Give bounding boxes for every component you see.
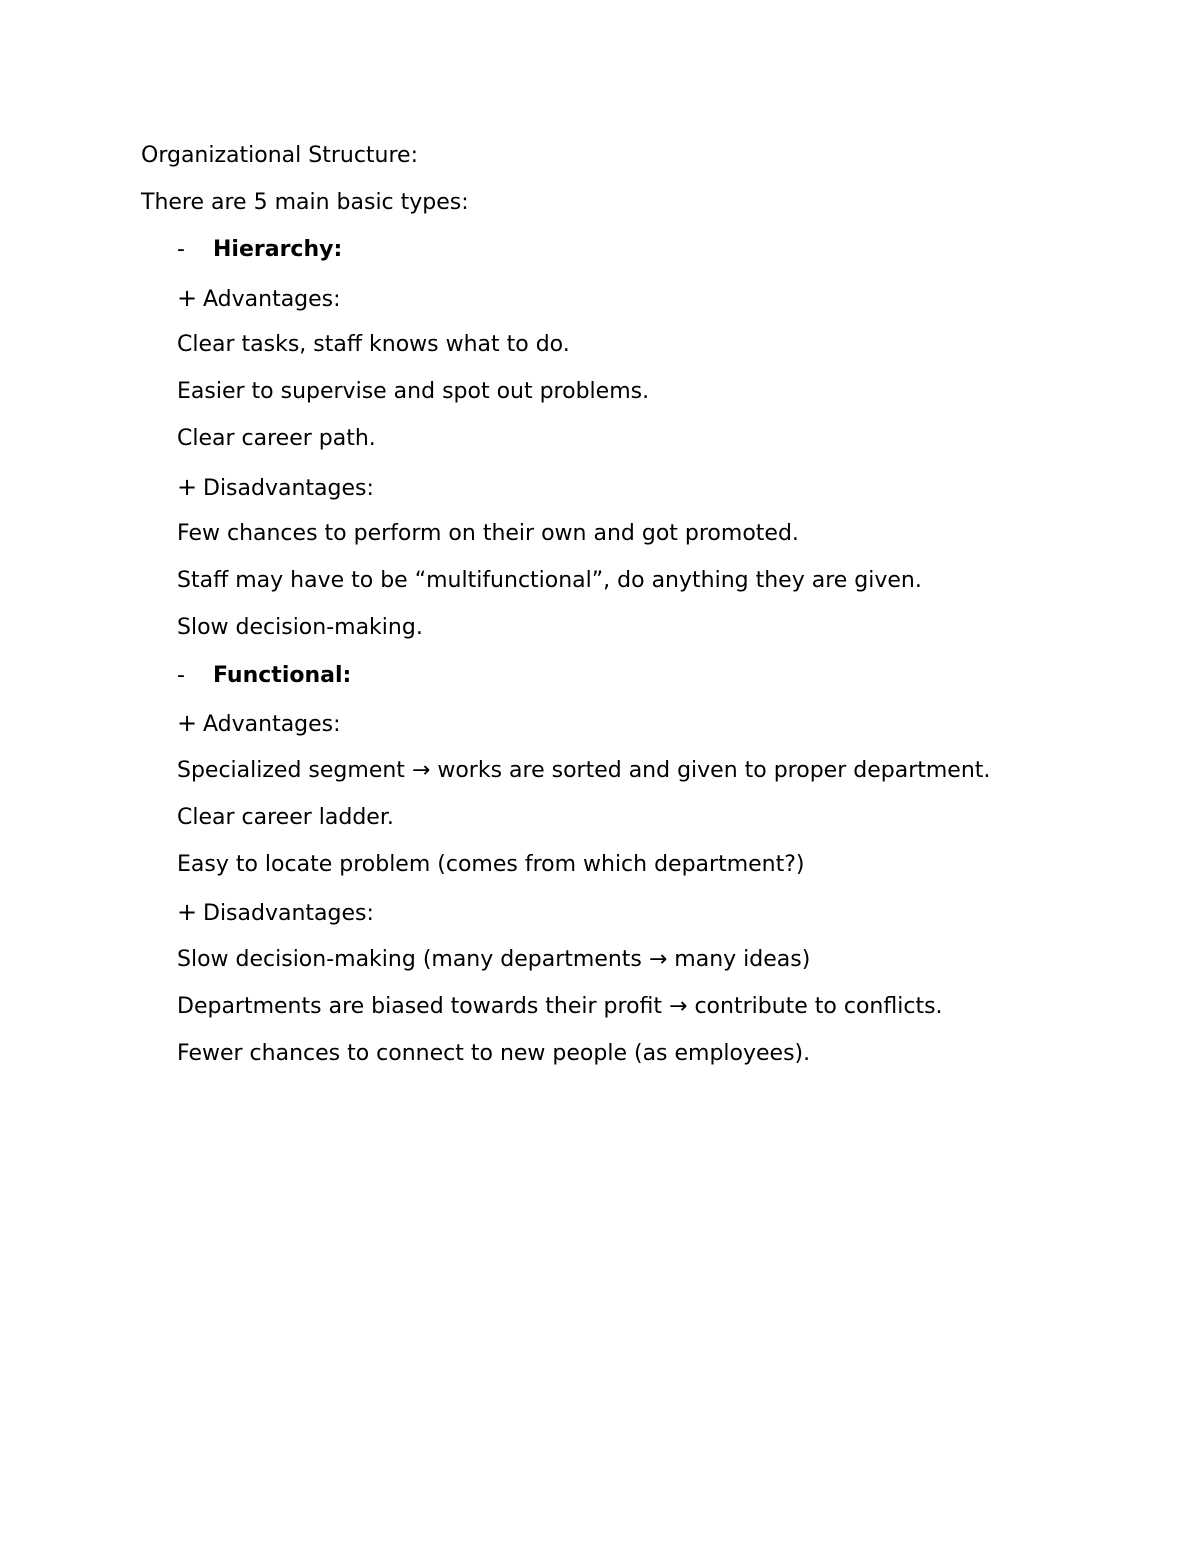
plus-icon: + — [177, 898, 198, 926]
list-item: Easier to supervise and spot out problems. — [177, 379, 650, 404]
list-item: Fewer chances to connect to new people (as employees). — [177, 1041, 811, 1066]
plus-icon: + — [177, 709, 198, 737]
list-item: Specialized segment → works are sorted and given to proper department. — [177, 758, 991, 783]
list-item: Staff may have to be “multifunctional”, do anything they are given. — [177, 568, 922, 593]
disadvantages-label: + Disadvantages: — [177, 898, 374, 926]
list-item: Clear career path. — [177, 426, 376, 451]
advantages-label: + Advantages: — [177, 709, 341, 737]
plus-icon: + — [177, 473, 198, 501]
section-heading-text: Functional: — [213, 663, 352, 688]
document-title: Organizational Structure: — [141, 143, 418, 168]
list-item: Slow decision-making. — [177, 615, 423, 640]
disadvantages-label: + Disadvantages: — [177, 473, 374, 501]
plus-icon: + — [177, 284, 198, 312]
list-item: Slow decision-making (many departments → many ideas) — [177, 947, 811, 972]
list-item: Few chances to perform on their own and got promoted. — [177, 521, 799, 546]
intro-text: There are 5 main basic types: — [141, 190, 469, 215]
bullet-dash: - — [177, 663, 185, 688]
list-item: Clear career ladder. — [177, 805, 394, 830]
bullet-dash: - — [177, 237, 185, 262]
section-heading-text: Hierarchy: — [213, 237, 343, 262]
list-item: Easy to locate problem (comes from which department?) — [177, 852, 805, 877]
advantages-label: + Advantages: — [177, 284, 341, 312]
section-heading-functional — [0, 661, 1200, 691]
section-heading-hierarchy — [0, 235, 1200, 265]
list-item: Departments are biased towards their profit → contribute to conflicts. — [177, 994, 943, 1019]
list-item: Clear tasks, staff knows what to do. — [177, 332, 570, 357]
